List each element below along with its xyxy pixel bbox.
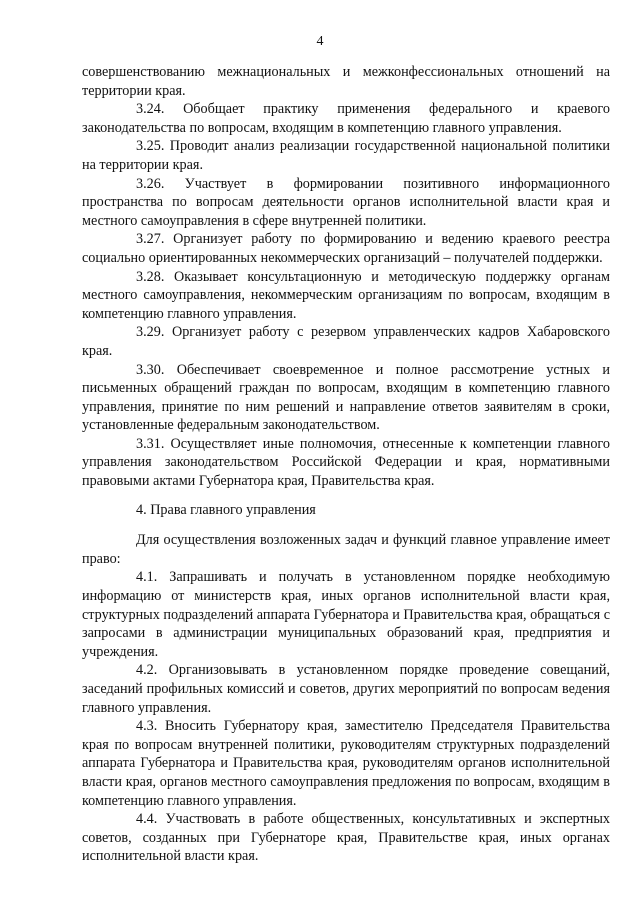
paragraph-4-3: 4.3. Вносить Губернатору края, заместителю Председателя Правительства края по вопросам внутренней политики, руководителям структурных подразделений аппарата Губернатора и Правительства края, руководителям органов исполнительной власти края, органов местного самоуправления предложения по вопросам, входящим в компетенцию главного управления. <box>82 718 610 809</box>
paragraph-intro: Для осуществления возложенных задач и функций главное управление имеет право: <box>82 532 610 567</box>
paragraph-3-30: 3.30. Обеспечивает своевременное и полное рассмотрение устных и письменных обращений граждан по вопросам, входящим в компетенцию главного управления, принятие по ним решений и направление ответов заявителям в сроки, установленные федеральным законодательством. <box>82 361 610 434</box>
paragraph-3-24: 3.24. Обобщает практику применения федерального и краевого законодательства по вопросам, входящим в компетенцию главного управления. <box>82 101 610 136</box>
paragraph-3-31: 3.31. Осуществляет иные полномочия, отнесенные к компетенции главного управления законодательством Российской Федерации и края, нормативными правовыми актами Губернатора края, Правительства края. <box>82 435 610 490</box>
paragraph-3-26: 3.26. Участвует в формировании позитивного информационного пространства по вопросам деятельности органов исполнительной власти края и местного самоуправления в сфере внутренней политики. <box>82 175 610 229</box>
paragraph-3-29: 3.29. Организует работу с резервом управленческих кадров Хабаровского края. <box>82 324 610 359</box>
paragraph-4-1: 4.1. Запрашивать и получать в установленном порядке необходимую информацию от министерств края, иных органов исполнительной власти края, структурных подразделений аппарата Губернатора и Правительства края, обращаться с запросами в администрации муниципальных образований края, предприятия и учреждения. <box>82 569 610 660</box>
paragraph-4-4: 4.4. Участвовать в работе общественных, консультативных и экспертных советов, созданных при Губернаторе края, Правительстве края, иных органах исполнительной власти края. <box>82 811 610 865</box>
paragraph-4-2: 4.2. Организовывать в установленном порядке проведение совещаний, заседаний профильных комиссий и советов, других мероприятий по вопросам ведения главного управления. <box>82 662 610 716</box>
paragraph-3-27: 3.27. Организует работу по формированию и ведению краевого реестра социально ориентированных некоммерческих организаций – получателей поддержки. <box>82 231 610 266</box>
section-heading: 4. Права главного управления <box>136 501 316 518</box>
paragraph-3-28: 3.28. Оказывает консультационную и методическую поддержку органам местного самоуправления, некоммерческим организациям по вопросам, входящим в компетенцию главного управления. <box>82 268 610 322</box>
paragraph-continuation: совершенствованию межнациональных и межконфессиональных отношений на территории края. <box>82 64 610 99</box>
paragraph-3-25: 3.25. Проводит анализ реализации государственной национальной политики на территории края. <box>82 138 610 173</box>
document-body <box>82 63 610 866</box>
page-number: 4 <box>316 34 324 49</box>
